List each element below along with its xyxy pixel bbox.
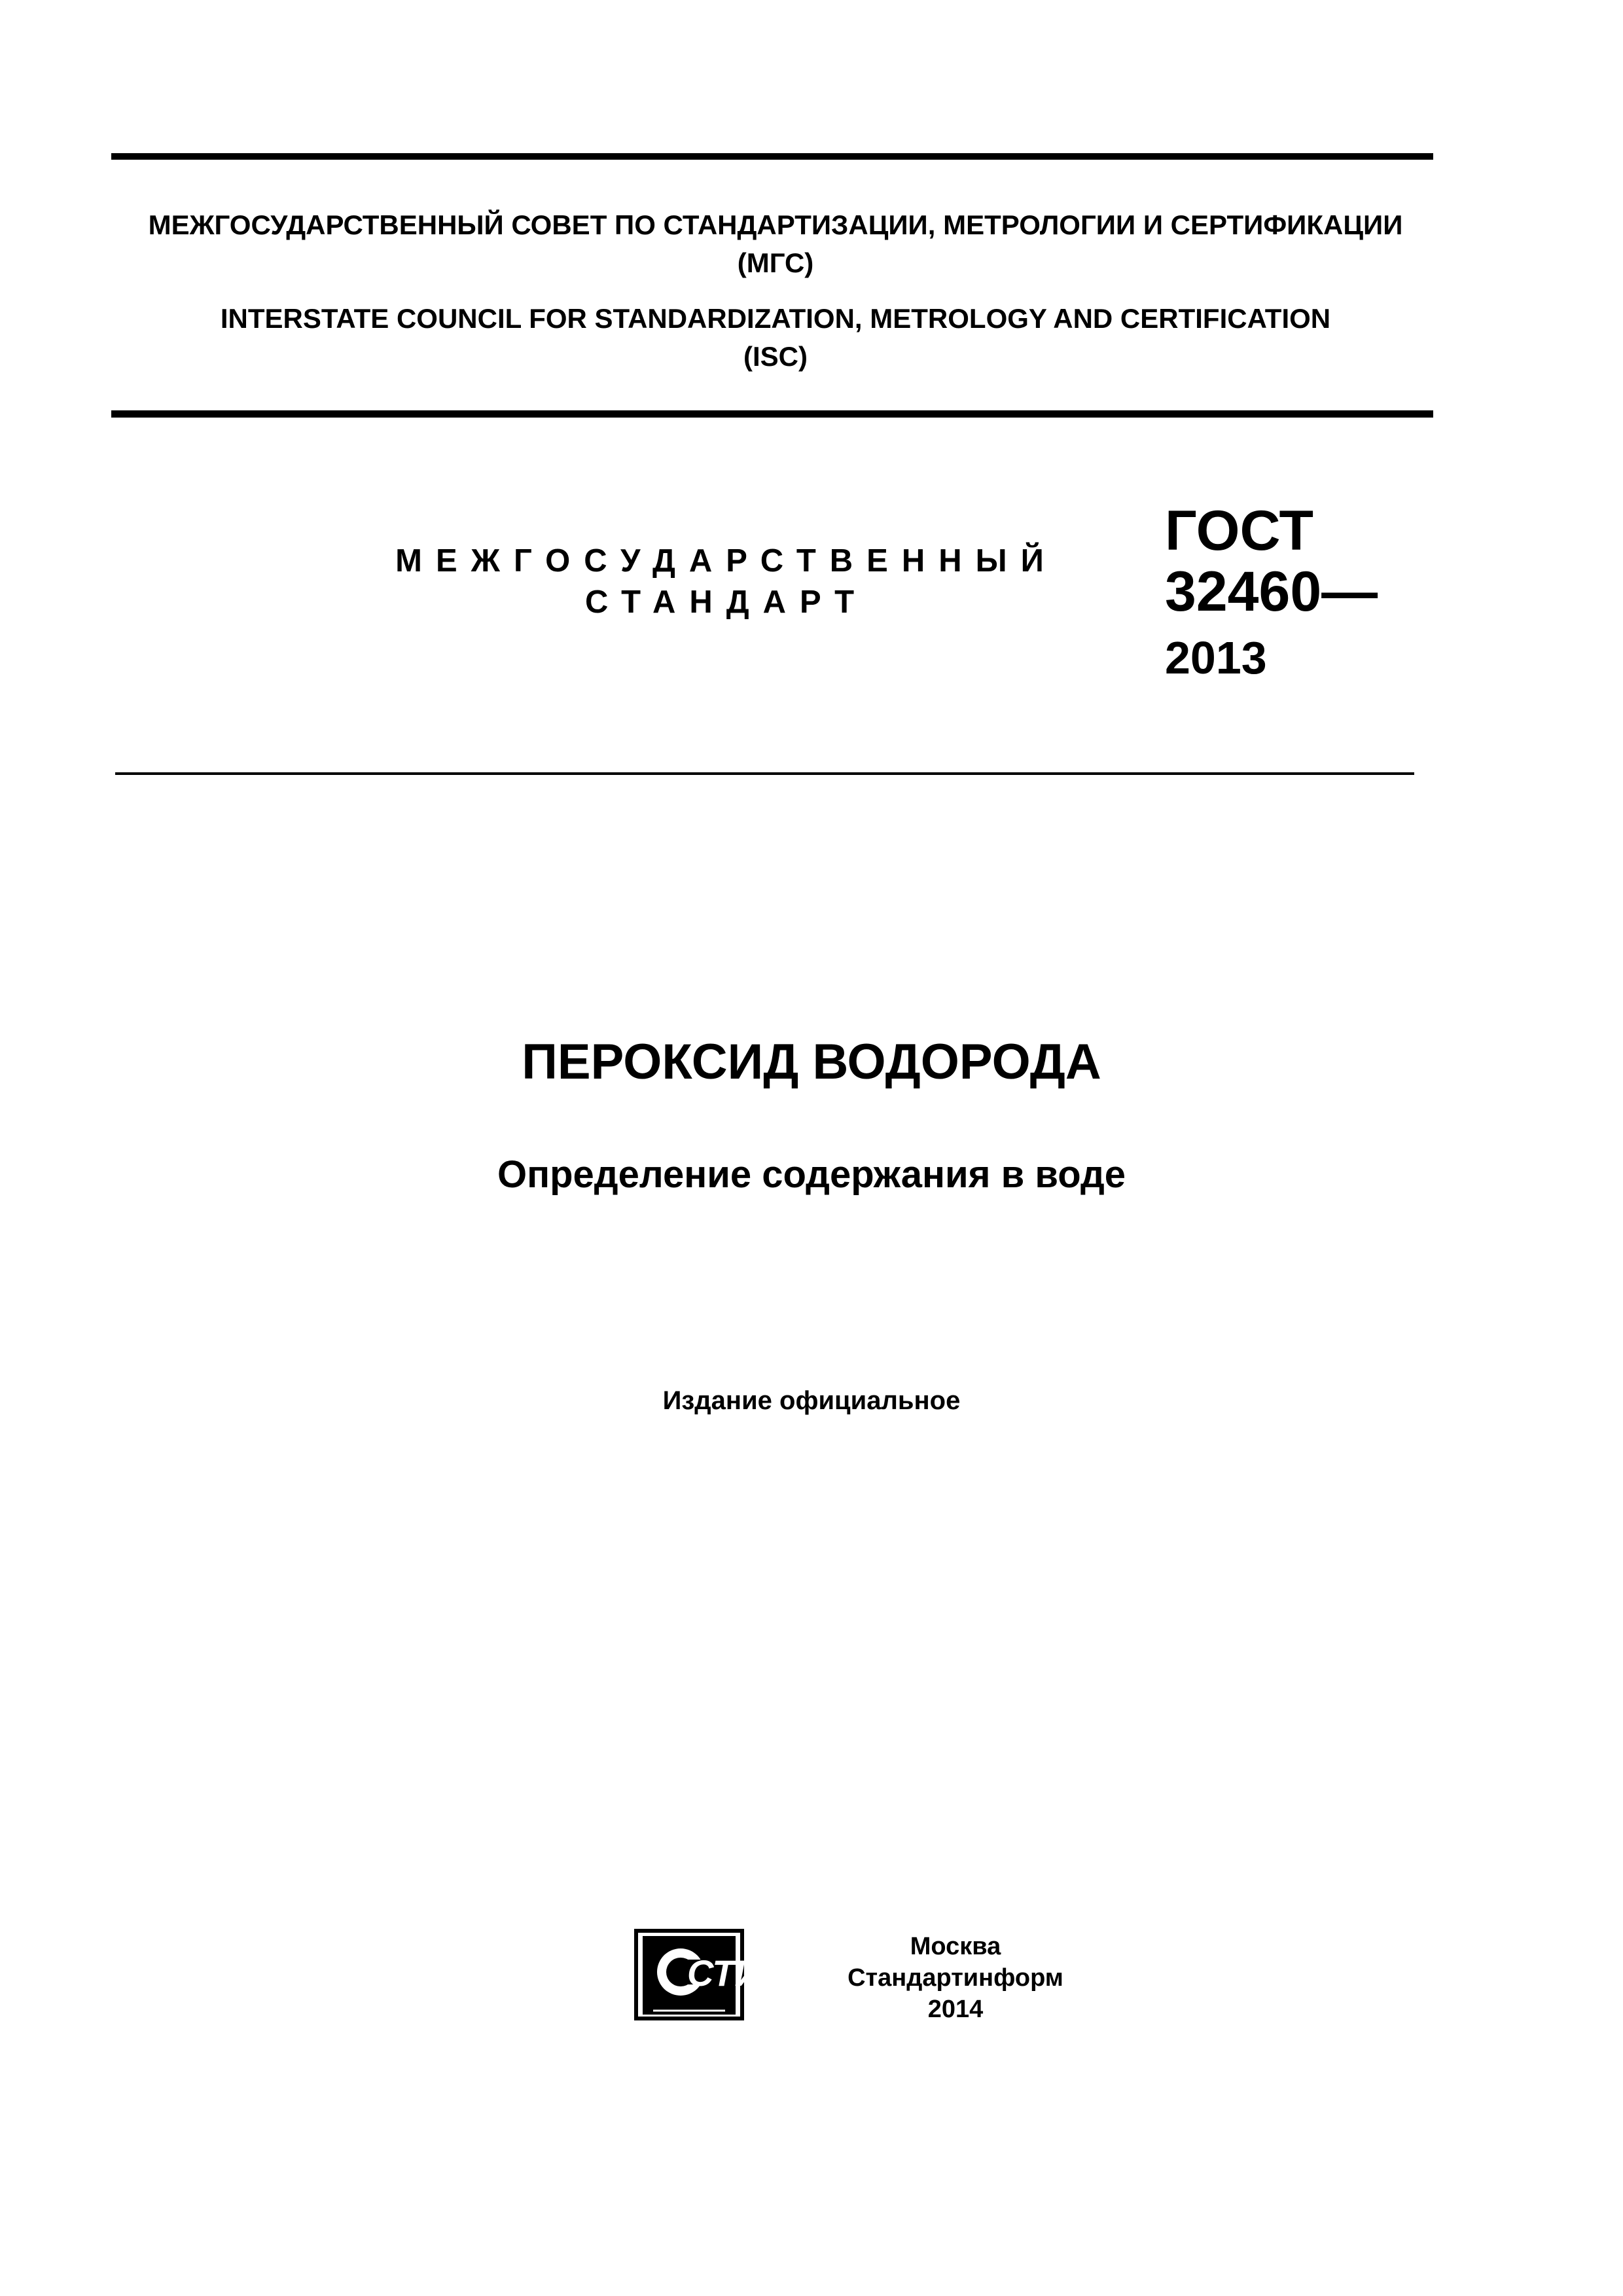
council-ru bbox=[0, 206, 1551, 282]
council-ru-name: МЕЖГОСУДАРСТВЕННЫЙ СОВЕТ ПО СТАНДАРТИЗАЦИИ, МЕТРОЛОГИИ И СЕРТИФИКАЦИИ bbox=[148, 209, 1403, 240]
gost-year: 2013 bbox=[1165, 632, 1267, 683]
document-title: ПЕРОКСИД ВОДОРОДА bbox=[522, 1034, 1101, 1090]
header-bottom-rule bbox=[111, 410, 1433, 418]
standartinform-logo-icon bbox=[633, 1928, 761, 2021]
council-en-abbr: (ISC) bbox=[743, 341, 808, 372]
council-ru-abbr: (МГС) bbox=[737, 247, 814, 278]
standard-label bbox=[380, 541, 1073, 623]
publisher-info bbox=[812, 1931, 1099, 2025]
gost-prefix: ГОСТ bbox=[1165, 499, 1314, 562]
gost-number: 32460— bbox=[1165, 560, 1378, 623]
standard-label-line2: СТАНДАРТ bbox=[584, 584, 868, 620]
document-subtitle: Определение содержания в воде bbox=[497, 1153, 1126, 1196]
top-rule bbox=[111, 153, 1433, 160]
logo-text: СТИ bbox=[687, 1952, 761, 1994]
publisher-city: Москва bbox=[910, 1933, 1001, 1960]
standard-label-line1: МЕЖГОСУДАРСТВЕННЫЙ bbox=[395, 543, 1058, 579]
gost-designation bbox=[1165, 501, 1378, 622]
council-en bbox=[0, 300, 1551, 376]
designation-rule bbox=[115, 772, 1414, 775]
publisher-year: 2014 bbox=[927, 1996, 984, 2023]
edition-note: Издание официальное bbox=[662, 1386, 961, 1415]
council-en-name: INTERSTATE COUNCIL FOR STANDARDIZATION, METROLOGY AND CERTIFICATION bbox=[220, 303, 1331, 334]
publisher-name: Стандартинформ bbox=[847, 1964, 1063, 1992]
